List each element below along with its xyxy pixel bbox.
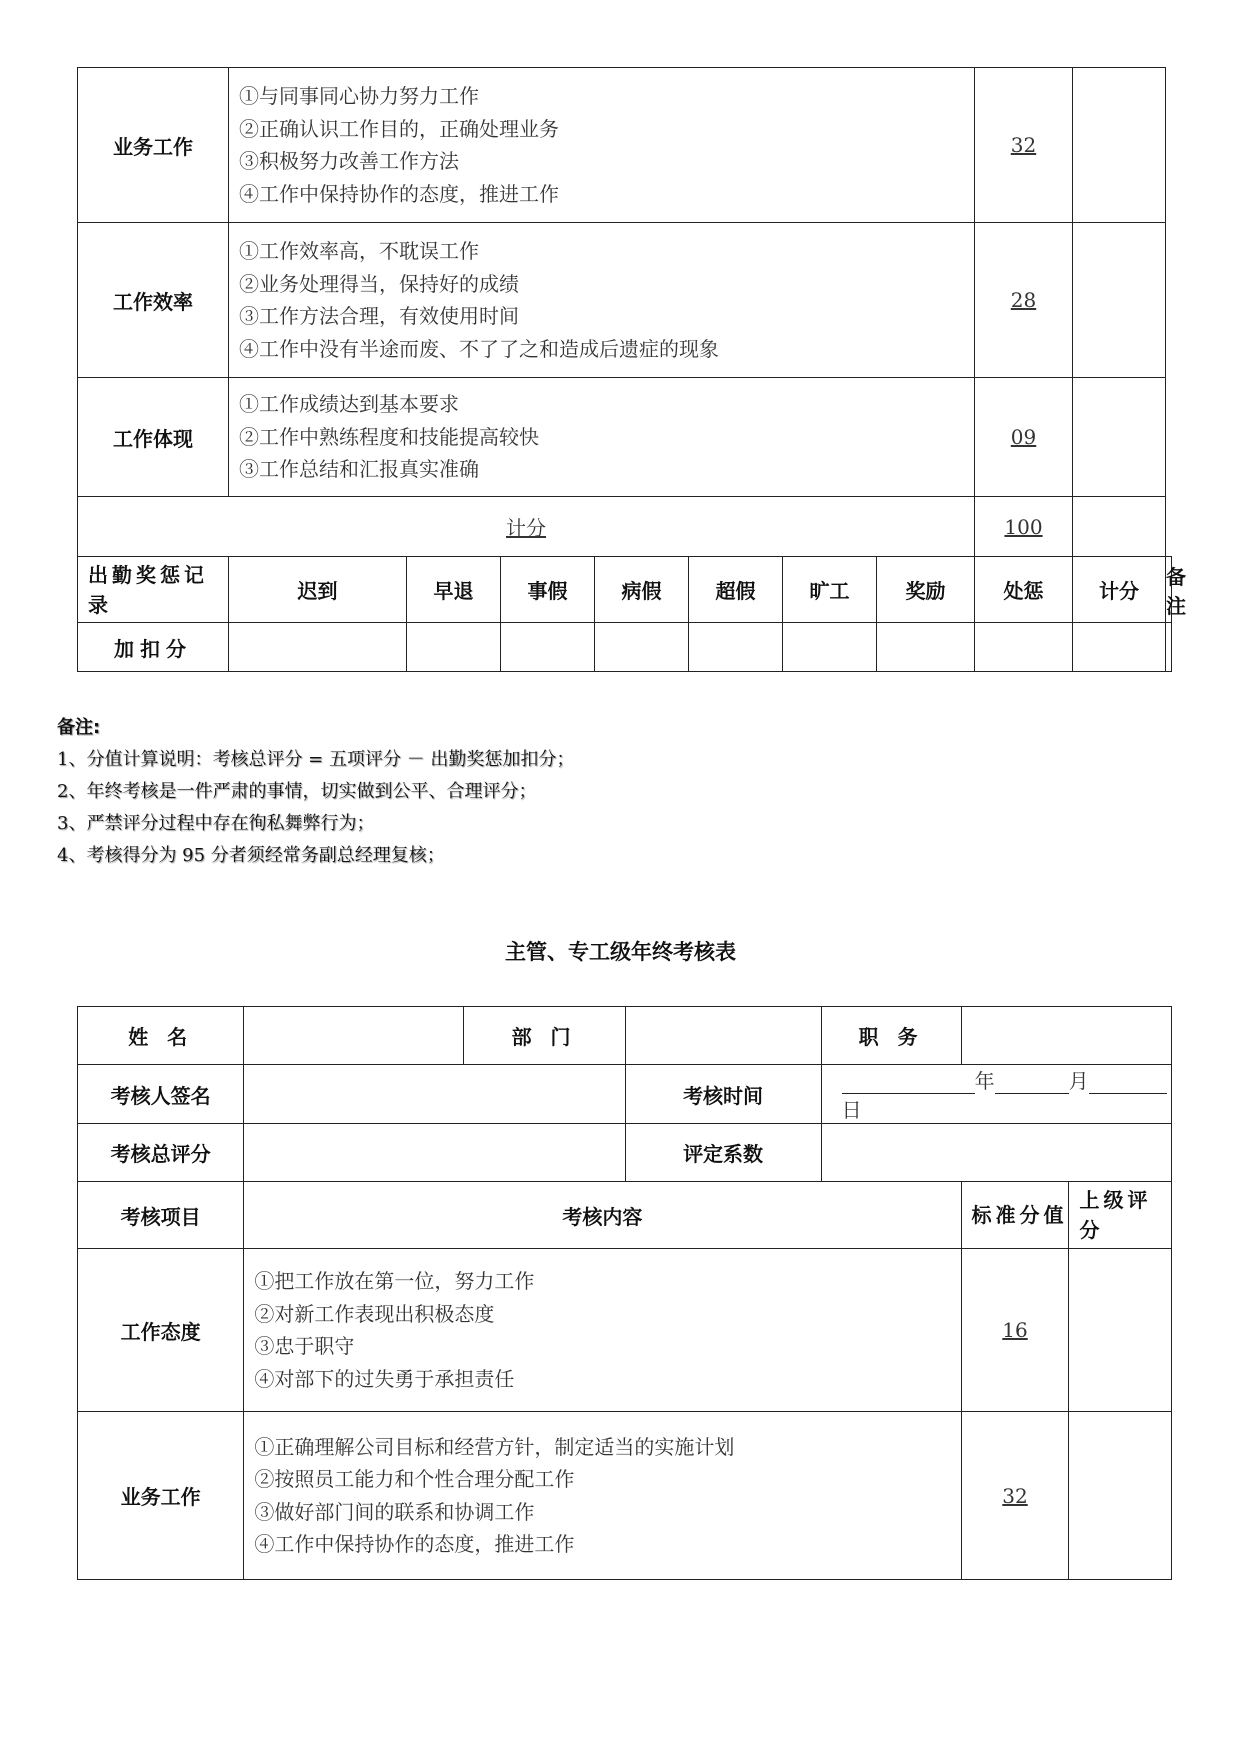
- table-row: [78, 1249, 1172, 1412]
- reviewer-signature-field[interactable]: [244, 1065, 625, 1124]
- item-label: 工作效率: [78, 223, 229, 378]
- content-line: ①把工作放在第一位，努力工作: [254, 1269, 535, 1293]
- attendance-cell[interactable]: [783, 623, 877, 672]
- content-line: ①工作成绩达到基本要求: [239, 392, 459, 417]
- attendance-cell[interactable]: [407, 623, 501, 672]
- supervisor-score-cell[interactable]: [1069, 1249, 1172, 1412]
- department-field[interactable]: [625, 1007, 821, 1065]
- coefficient-label: 评定系数: [625, 1124, 821, 1182]
- item-content: [229, 223, 975, 378]
- attendance-row: [78, 623, 1172, 672]
- attendance-cell[interactable]: [689, 623, 783, 672]
- position-field[interactable]: [961, 1007, 1171, 1065]
- standard-score: 32: [975, 68, 1073, 223]
- note-line: 4、考核得分为 95 分者须经常务副总经理复核；: [57, 845, 445, 866]
- content-line: ③积极努力改善工作方法: [239, 149, 459, 173]
- notes-section: [57, 712, 1157, 872]
- header-item: 考核项目: [78, 1182, 244, 1249]
- day-label: 日: [841, 1098, 862, 1122]
- attendance-header: 事假: [501, 557, 595, 623]
- attendance-header-row: [78, 557, 1172, 623]
- total-score-field[interactable]: [244, 1124, 625, 1182]
- attendance-cell[interactable]: [595, 623, 689, 672]
- supervisor-score-cell[interactable]: [1073, 68, 1166, 223]
- month-blank[interactable]: [995, 1071, 1069, 1094]
- attendance-header: 奖励: [877, 557, 975, 623]
- item-content: [229, 68, 975, 223]
- total-score-label: 考核总评分: [78, 1124, 244, 1182]
- standard-score: 32: [961, 1412, 1069, 1580]
- content-line: ②工作中熟练程度和技能提高较快: [239, 424, 539, 449]
- content-line: ③工作方法合理，有效使用时间: [239, 304, 519, 328]
- table-row: [78, 223, 1172, 378]
- form-title: 主管、专工级年终考核表: [505, 940, 736, 964]
- header-content: 考核内容: [244, 1182, 961, 1249]
- department-label: 部 门: [463, 1007, 625, 1065]
- total-supervisor-cell[interactable]: [1073, 497, 1166, 557]
- content-line: ④工作中保持协作的态度，推进工作: [254, 1532, 575, 1556]
- content-line: ①正确理解公司目标和经营方针，制定适当的实施计划: [254, 1434, 735, 1459]
- attendance-cell[interactable]: [1166, 623, 1172, 672]
- content-line: ②正确认识工作目的，正确处理业务: [239, 116, 559, 141]
- table-row: [78, 68, 1172, 223]
- reviewer-label: 考核人签名: [78, 1065, 244, 1124]
- content-line: ①与同事同心协力努力工作: [239, 84, 479, 108]
- standard-score: 28: [975, 223, 1073, 378]
- attendance-header: 迟到: [229, 557, 407, 623]
- month-label: 月: [1068, 1069, 1089, 1093]
- attendance-cell[interactable]: [877, 623, 975, 672]
- content-line: ③工作总结和汇报真实准确: [239, 457, 479, 482]
- header-supervisor-score: 上级评分: [1069, 1182, 1172, 1249]
- attendance-header: 处惩: [975, 557, 1073, 623]
- attendance-header: 超假: [689, 557, 783, 623]
- content-line: ②对新工作表现出积极态度: [254, 1301, 495, 1326]
- content-line: ④对部下的过失勇于承担责任: [254, 1366, 515, 1391]
- table-row: [78, 1124, 1172, 1182]
- item-content: [244, 1249, 961, 1412]
- note-line: 3、严禁评分过程中存在徇私舞弊行为；: [57, 813, 375, 834]
- item-label: 业务工作: [78, 1412, 244, 1580]
- table-row: [78, 378, 1172, 497]
- note-line: 1、分值计算说明：考核总评分 = 五项评分 － 出勤奖惩加扣分；: [57, 749, 575, 770]
- content-line: ③忠于职守: [254, 1334, 355, 1358]
- attendance-label: 出勤奖惩记录: [78, 557, 229, 623]
- content-line: ①工作效率高，不耽误工作: [239, 239, 479, 263]
- adjustment-label: 加扣分: [78, 623, 229, 672]
- total-label: 计分: [78, 497, 975, 557]
- total-value: 100: [975, 497, 1073, 557]
- content-line: ③做好部门间的联系和协调工作: [254, 1499, 535, 1524]
- attendance-header: 病假: [595, 557, 689, 623]
- year-label: 年: [974, 1069, 995, 1093]
- evaluation-table-continued: [77, 67, 1186, 672]
- attendance-header: 旷工: [783, 557, 877, 623]
- coefficient-field[interactable]: [821, 1124, 1171, 1182]
- position-label: 职 务: [821, 1007, 961, 1065]
- attendance-cell[interactable]: [229, 623, 407, 672]
- day-blank[interactable]: [1089, 1071, 1167, 1094]
- item-label: 工作态度: [78, 1249, 244, 1412]
- attendance-cell[interactable]: [501, 623, 595, 672]
- review-date-field[interactable]: [821, 1065, 1171, 1124]
- attendance-header: 早退: [407, 557, 501, 623]
- total-row: [78, 497, 1172, 557]
- content-line: ④工作中保持协作的态度，推进工作: [239, 181, 559, 206]
- item-content: [244, 1412, 961, 1580]
- evaluation-form-table: [77, 1006, 1172, 1580]
- notes-heading: 备注:: [57, 717, 101, 738]
- item-content: [229, 378, 975, 497]
- supervisor-score-cell[interactable]: [1073, 223, 1166, 378]
- attendance-header: 备注: [1166, 557, 1172, 623]
- table-row: [78, 1412, 1172, 1580]
- content-line: ②业务处理得当，保持好的成绩: [239, 271, 519, 296]
- standard-score: 16: [961, 1249, 1069, 1412]
- attendance-cell[interactable]: [975, 623, 1073, 672]
- item-label: 工作体现: [78, 378, 229, 497]
- content-line: ④工作中没有半途而废、不了了之和造成后遗症的现象: [239, 336, 719, 361]
- year-blank[interactable]: [842, 1071, 975, 1094]
- attendance-cell[interactable]: [1073, 623, 1166, 672]
- standard-score: 09: [975, 378, 1073, 497]
- table-row: [78, 1007, 1172, 1065]
- supervisor-score-cell[interactable]: [1069, 1412, 1172, 1580]
- name-field[interactable]: [244, 1007, 463, 1065]
- item-label: 业务工作: [78, 68, 229, 223]
- header-row: [78, 1182, 1172, 1249]
- header-standard-score: 标准分值: [961, 1182, 1069, 1249]
- review-time-label: 考核时间: [625, 1065, 821, 1124]
- name-label: 姓 名: [78, 1007, 244, 1065]
- attendance-header: 计分: [1073, 557, 1166, 623]
- note-line: 2、年终考核是一件严肃的事情，切实做到公平、合理评分；: [57, 781, 537, 802]
- content-line: ②按照员工能力和个性合理分配工作: [254, 1467, 575, 1491]
- supervisor-score-cell[interactable]: [1073, 378, 1166, 497]
- table-row: [78, 1065, 1172, 1124]
